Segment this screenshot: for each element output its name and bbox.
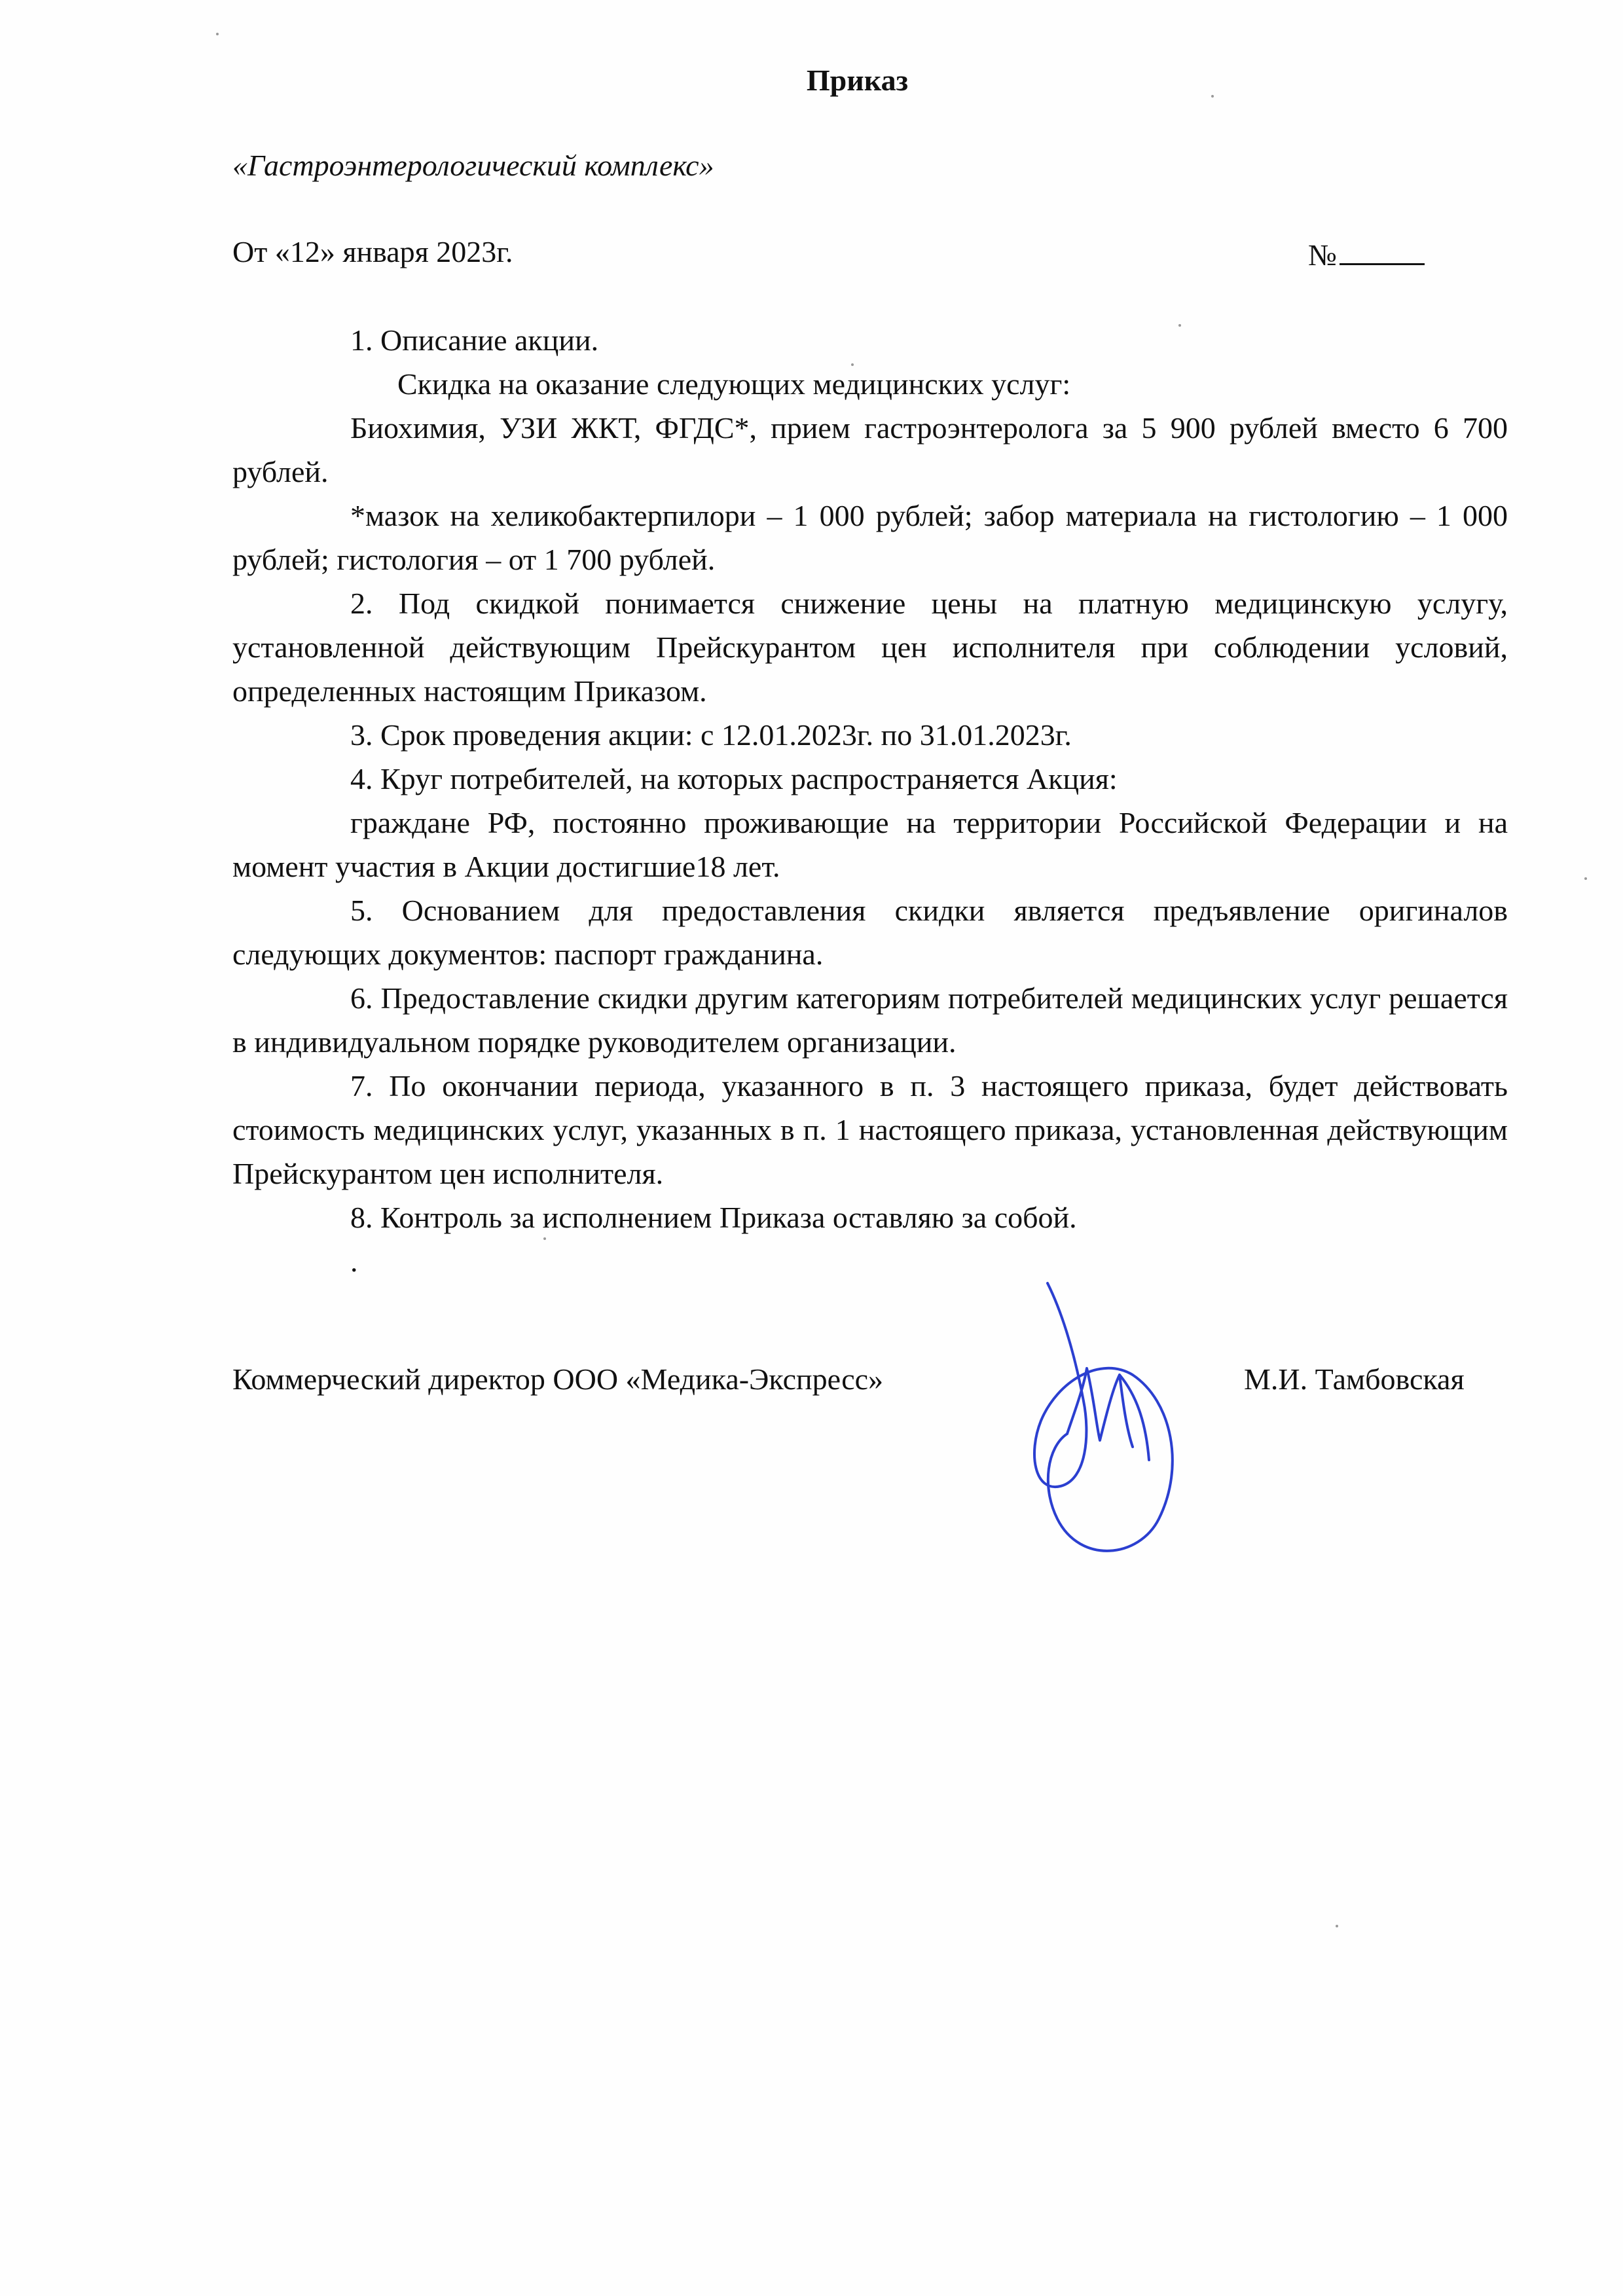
item-7: 7. По окончании периода, указанного в п. 3 настоящего приказа, будет действовать стоимость медицинских услуг, указанных в п. 1 настоящего приказа, установленная действующим Прейскурантом цен исполнителя. (232, 1069, 1508, 1190)
item-3: 3. Срок проведения акции: с 12.01.2023г. по 31.01.2023г. (350, 718, 1072, 752)
handwritten-signature (1021, 1270, 1192, 1571)
item-5: 5. Основанием для предоставления скидки является предъявление оригиналов следующих документов: паспорт гражданина. (232, 894, 1508, 971)
document-title: Приказ (806, 64, 909, 97)
order-number-label: № (1308, 238, 1337, 272)
item-1-intro: Скидка на оказание следующих медицинских услуг: (397, 367, 1071, 401)
signature-row (232, 1362, 1489, 1401)
signatory-name: М.И. Тамбовская (1244, 1362, 1465, 1396)
item-1-heading: 1. Описание акции. (350, 323, 599, 357)
scan-speck (1178, 324, 1181, 327)
scan-speck (216, 33, 219, 35)
item-4: 4. Круг потребителей, на которых распространяется Акция: (350, 762, 1118, 795)
organization-name: «Гастроэнтерологический комплекс» (232, 149, 714, 182)
item-1-footnote: *мазок на хеликобактерпилори – 1 000 рублей; забор материала на гистологию – 1 000 рублей; гистология – от 1 700 рублей. (232, 499, 1508, 576)
scan-speck (1336, 1925, 1338, 1927)
scan-speck (543, 1237, 546, 1240)
scan-speck (1211, 95, 1214, 98)
item-8: 8. Контроль за исполнением Приказа оставляю за собой. (350, 1201, 1077, 1234)
item-1-services: Биохимия, УЗИ ЖКТ, ФГДС*, прием гастроэнтеролога за 5 900 рублей вместо 6 700 рублей. (232, 411, 1508, 488)
trailing-dot: . (350, 1245, 358, 1278)
order-date: От «12» января 2023г. (232, 235, 513, 268)
order-body (232, 318, 1508, 1283)
scan-speck (1584, 877, 1587, 880)
order-number (1308, 234, 1425, 272)
item-4-detail: граждане РФ, постоянно проживающие на территории Российской Федерации и на момент участия в Акции достигшие18 лет. (232, 806, 1508, 883)
signature-strokes (1034, 1283, 1173, 1551)
signature-loop (1034, 1283, 1173, 1551)
order-number-blank (1340, 234, 1425, 265)
item-2: 2. Под скидкой понимается снижение цены на платную медицинскую услугу, установленной действующим Прейскурантом цен исполнителя при соблюдении условий, определенных настоящим Приказом. (232, 587, 1508, 708)
scan-speck (851, 363, 854, 366)
item-6: 6. Предоставление скидки другим категориям потребителей медицинских услуг решается в индивидуальном порядке руководителем организации. (232, 981, 1508, 1059)
signatory-role: Коммерческий директор ООО «Медика-Экспресс» (232, 1362, 884, 1396)
